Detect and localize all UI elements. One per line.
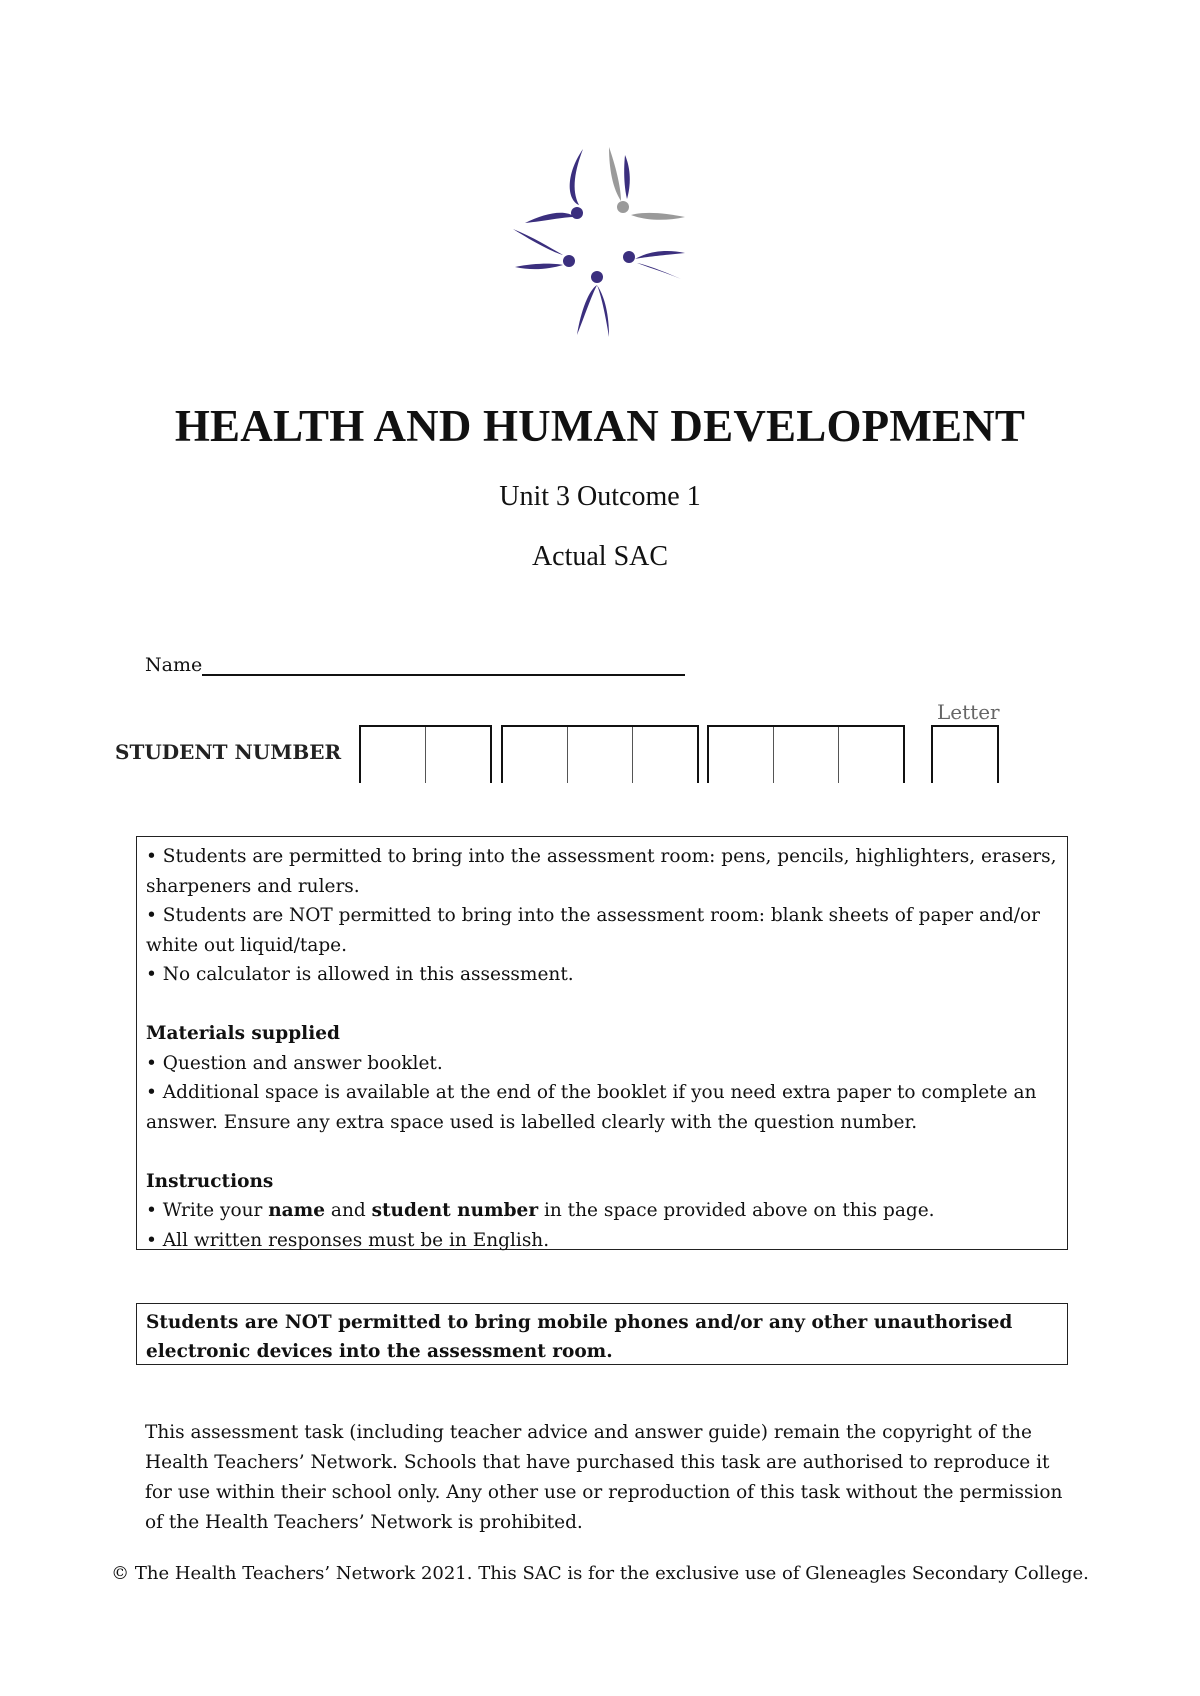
student-number-digit-box[interactable] <box>568 727 633 783</box>
student-number-digit-box[interactable] <box>361 727 426 783</box>
mobile-phone-warning: Students are NOT permitted to bring mobile phones and/or any other unauthorised electronic devices into the assessment room. <box>136 1303 1068 1365</box>
instructions-box <box>136 836 1068 1250</box>
rule-item: • Students are permitted to bring into the assessment room: pens, pencils, highlighters, erasers, sharpeners and rulers. <box>146 846 1057 897</box>
student-number-digit-box[interactable] <box>633 727 697 783</box>
name-label: Name <box>145 654 203 676</box>
instruction-item: • All written responses must be in English. <box>146 1229 550 1251</box>
rule-item: • Students are NOT permitted to bring into the assessment room: blank sheets of paper and/or white out liquid/tape. <box>146 905 1041 956</box>
document-title: HEALTH AND HUMAN DEVELOPMENT <box>174 401 1026 451</box>
student-number-label: STUDENT NUMBER <box>115 740 342 764</box>
student-number-group-3 <box>707 725 905 783</box>
footer-copyright: © The Health Teachers’ Network 2021. This SAC is for the exclusive use of Gleneagles Secondary College. <box>111 1563 1089 1584</box>
letter-label: Letter <box>937 700 1000 724</box>
materials-item: • Additional space is available at the end of the booklet if you need extra paper to complete an answer. Ensure any extra space used is labelled clearly with the question number. <box>146 1082 1037 1133</box>
rule-item: • No calculator is allowed in this assessment. <box>146 964 574 985</box>
copyright-notice: This assessment task (including teacher advice and answer guide) remain the copyright of the Health Teachers’ Network. Schools that have purchased this task are authorised to reproduce it for use within their school only. Any other use or reproduction of this task without the permission of the Health Teachers’ Network is prohibited. <box>145 1422 1063 1533</box>
instruction-item: • Write your name and student number in the space provided above on this page. <box>146 1200 935 1221</box>
student-number-letter-box[interactable] <box>933 727 997 783</box>
student-number-digit-box[interactable] <box>503 727 568 783</box>
network-logo <box>505 145 695 340</box>
student-number-digit-box[interactable] <box>709 727 774 783</box>
student-number-letter-group <box>931 725 999 783</box>
student-number-group-2 <box>501 725 699 783</box>
student-number-group-1 <box>359 725 492 783</box>
student-number-digit-box[interactable] <box>839 727 903 783</box>
materials-item: • Question and answer booklet. <box>146 1052 443 1074</box>
unit-outcome: Unit 3 Outcome 1 <box>499 481 701 512</box>
instructions-heading: Instructions <box>146 1170 274 1192</box>
student-number-digit-box[interactable] <box>774 727 839 783</box>
name-line[interactable] <box>202 652 685 676</box>
name-field[interactable] <box>145 652 685 676</box>
student-number-digit-box[interactable] <box>426 727 490 783</box>
document-subtitle: Actual SAC <box>531 541 669 572</box>
materials-heading: Materials supplied <box>146 1023 340 1044</box>
